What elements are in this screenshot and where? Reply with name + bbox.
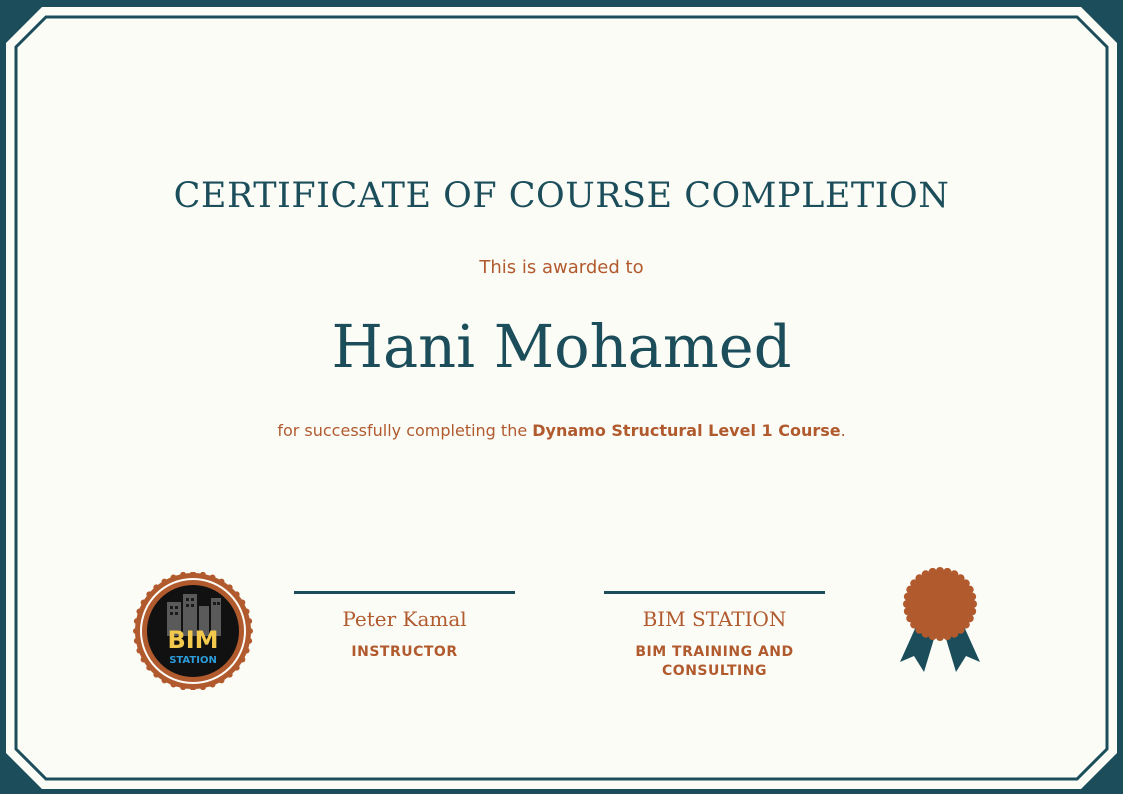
awarded-text: This is awarded to [479,257,644,278]
signature-line-organization [604,591,825,594]
logo-text-sub: STATION [169,655,217,666]
completion-prefix: for successfully completing the [277,421,533,440]
instructor-name: Peter Kamal [342,607,467,631]
organization-role [604,643,825,681]
logo-text-main: BIM [167,626,219,654]
organization-role-line2: CONSULTING [662,663,767,679]
instructor-role: INSTRUCTOR [351,644,458,660]
organization-name: BIM STATION [642,607,787,631]
completion-text [0,421,1123,440]
signature-line-instructor [294,591,515,594]
recipient-name: Hani Mohamed [331,312,792,381]
award-ribbon-icon [896,564,984,674]
completion-suffix: . [840,421,846,440]
organization-role-line1: BIM TRAINING AND [635,644,794,660]
certificate-title: CERTIFICATE OF COURSE COMPLETION [173,176,950,216]
course-name: Dynamo Structural Level 1 Course [532,421,841,440]
seal-medal [903,567,977,641]
bim-station-logo-icon [133,572,253,690]
